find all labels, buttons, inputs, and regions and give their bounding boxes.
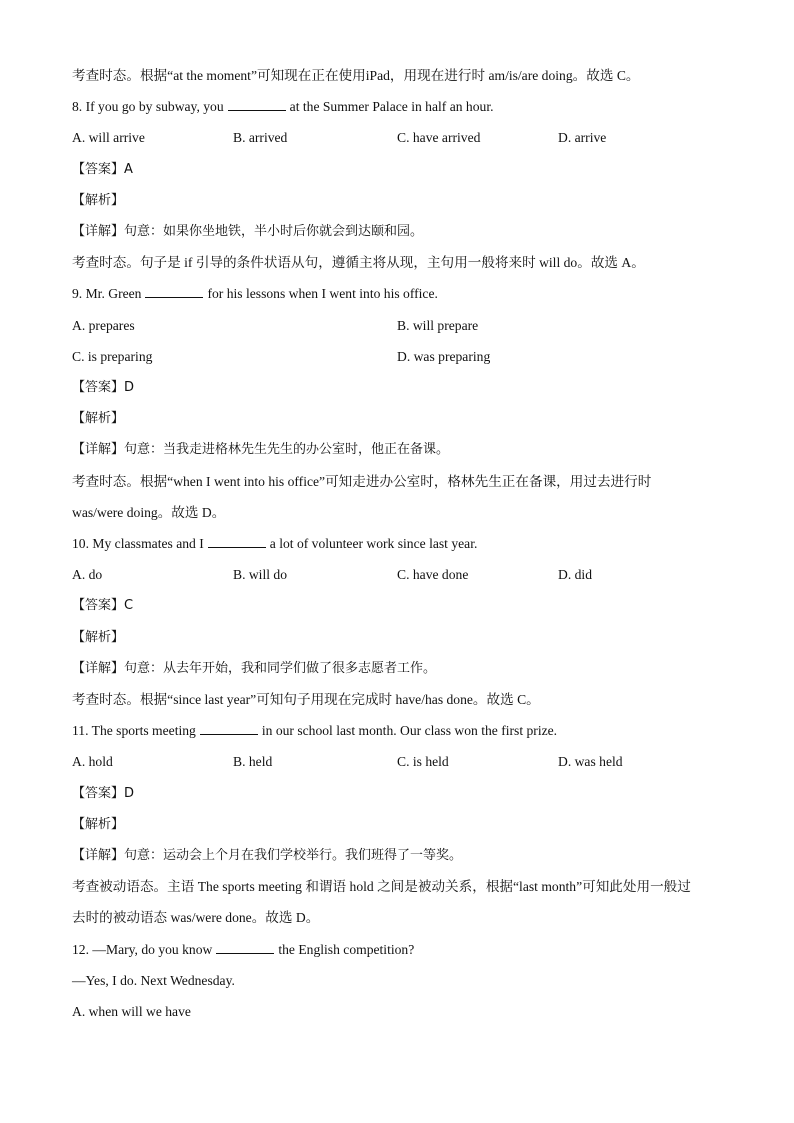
explanation-line: was/were doing。故选 D。 xyxy=(72,505,226,520)
option-a: C. is preparing xyxy=(72,349,153,364)
answer-label: 【解析】 xyxy=(72,193,125,208)
question-text-before: 8. If you go by subway, you xyxy=(72,99,224,114)
question-stem xyxy=(72,99,494,115)
option-c: C. have done xyxy=(397,567,469,582)
question-text-after: a lot of volunteer work since last year. xyxy=(269,536,478,551)
answer-label: 【答案】D xyxy=(72,380,135,395)
option-d: D. arrive xyxy=(558,130,607,145)
explanation-line: 考查被动语态。主语 The sports meeting 和谓语 hold 之间是被动关系，根据“last month”可知此处用一般过 xyxy=(72,879,691,894)
explanation-line: 去时的被动语态 was/were done。故选 D。 xyxy=(72,910,320,925)
explanation-line: 考查时态。根据“at the moment”可知现在正在使用iPad，用现在进行时 am/is/are doing。故选 C。 xyxy=(72,68,640,83)
answer-blank xyxy=(145,286,203,298)
answer-label: 【答案】A xyxy=(72,162,133,177)
question-stem xyxy=(72,536,477,552)
answer-blank xyxy=(228,99,286,111)
question-text-before: 9. Mr. Green xyxy=(72,286,142,301)
answer-label: 【解析】 xyxy=(72,411,125,426)
question-text-before: 11. The sports meeting xyxy=(72,723,196,738)
answer-blank xyxy=(208,536,266,548)
option-a: A. prepares xyxy=(72,318,135,333)
answer-label: 【详解】句意：从去年开始，我和同学们做了很多志愿者工作。 xyxy=(72,661,437,676)
answer-blank xyxy=(200,723,258,735)
option-b: B. arrived xyxy=(233,130,288,145)
question-text-before: 12. —Mary, do you know xyxy=(72,942,213,957)
question-text-after: at the Summer Palace in half an hour. xyxy=(289,99,494,114)
option-a: A. will arrive xyxy=(72,130,145,145)
answer-label: 【详解】句意：如果你坐地铁，半小时后你就会到达颐和园。 xyxy=(72,224,424,239)
explanation-line: 考查时态。根据“since last year”可知句子用现在完成时 have/has done。故选 C。 xyxy=(72,692,540,707)
answer-label: 【详解】句意：运动会上个月在我们学校举行。我们班得了一等奖。 xyxy=(72,848,463,863)
option-b: D. was preparing xyxy=(397,349,491,364)
question-text-after: in our school last month. Our class won the first prize. xyxy=(261,723,558,738)
explanation-line: —Yes, I do. Next Wednesday. xyxy=(72,973,235,988)
question-stem xyxy=(72,723,557,739)
explanation-line: 考查时态。句子是 if 引导的条件状语从句，遵循主将从现，主句用一般将来时 will do。故选 A。 xyxy=(72,255,645,270)
option-a: A. do xyxy=(72,567,103,582)
option-b: B. will prepare xyxy=(397,318,479,333)
answer-label: 【答案】C xyxy=(72,598,134,613)
answer-label: 【解析】 xyxy=(72,630,125,645)
option-a: A. hold xyxy=(72,754,113,769)
question-stem xyxy=(72,942,414,958)
option-c: C. is held xyxy=(397,754,449,769)
explanation-line: 考查时态。根据“when I went into his office”可知走进办公室时，格林先生正在备课，用过去进行时 xyxy=(72,474,652,489)
explanation-line: A. when will we have xyxy=(72,1004,191,1019)
question-text-after: for his lessons when I went into his office. xyxy=(207,286,438,301)
question-text-after: the English competition? xyxy=(278,942,415,957)
question-text-before: 10. My classmates and I xyxy=(72,536,204,551)
option-b: B. held xyxy=(233,754,273,769)
answer-blank xyxy=(216,942,274,954)
answer-label: 【详解】句意：当我走进格林先生先生的办公室时，他正在备课。 xyxy=(72,442,450,457)
option-d: D. was held xyxy=(558,754,623,769)
answer-label: 【答案】D xyxy=(72,786,135,801)
question-stem xyxy=(72,286,438,302)
option-b: B. will do xyxy=(233,567,288,582)
answer-label: 【解析】 xyxy=(72,817,125,832)
option-d: D. did xyxy=(558,567,592,582)
option-c: C. have arrived xyxy=(397,130,481,145)
